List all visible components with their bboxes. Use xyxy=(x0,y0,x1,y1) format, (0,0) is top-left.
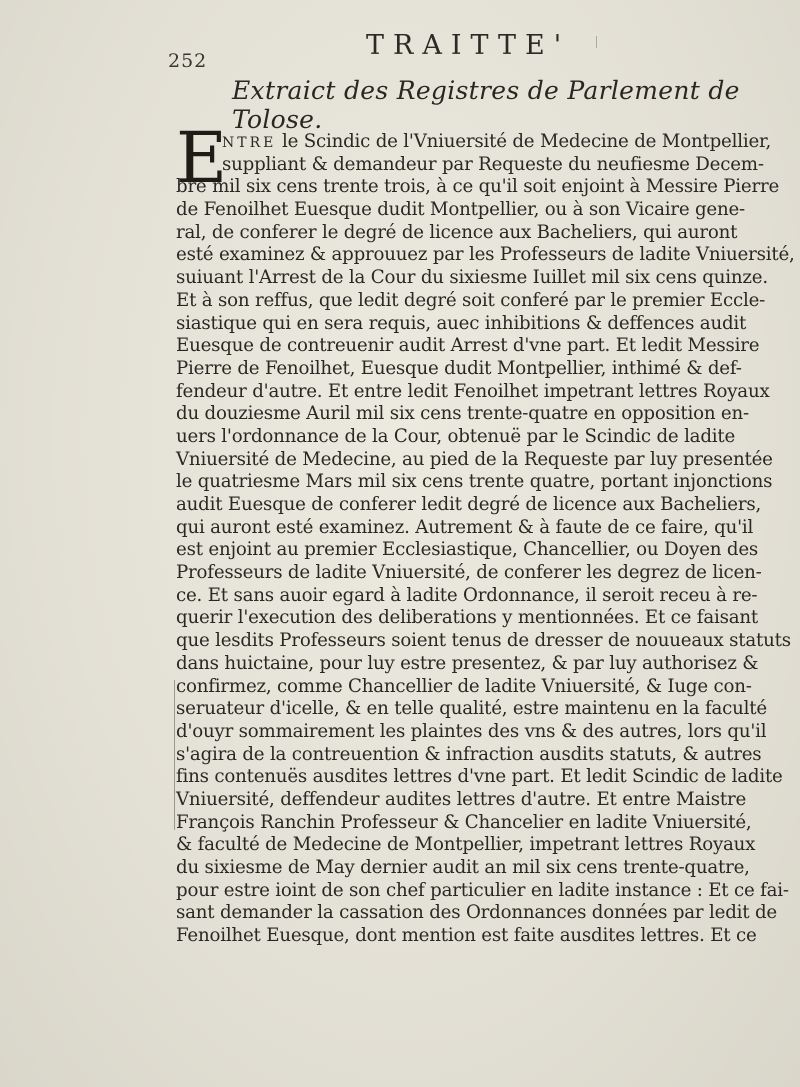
text-line: est enjoint au premier Ecclesiastique, Chancellier, ou Doyen des xyxy=(176,539,759,561)
first-word: NTRE xyxy=(222,135,277,151)
text-line: fendeur d'autre. Et entre ledit Fenoilhet impetrant lettres Royaux xyxy=(176,380,770,402)
text-line: fins contenuës ausdites lettres d'vne part. Et ledit Scindic de ladite xyxy=(176,766,783,788)
text-line: Pierre de Fenoilhet, Euesque dudit Montpellier, inthimé & def- xyxy=(176,357,742,379)
body-text xyxy=(176,131,800,948)
text-line: Euesque de contreuenir audit Arrest d'vne part. Et ledit Messire xyxy=(176,335,760,357)
text-line: Fenoilhet Euesque, dont mention est faite ausdites lettres. Et ce xyxy=(176,925,757,947)
text-line: du douziesme Auril mil six cens trente-quatre en opposition en- xyxy=(176,403,749,425)
text-line: uers l'ordonnance de la Cour, obtenuë par le Scindic de ladite xyxy=(176,425,736,447)
running-head: TRAITTE' xyxy=(366,30,571,61)
text-line: d'ouyr sommairement les plaintes des vns & des autres, lors qu'il xyxy=(176,720,767,742)
text-line: s'agira de la contreuention & infraction ausdits statuts, & autres xyxy=(176,743,762,765)
text-line: suiuant l'Arrest de la Cour du sixiesme Iuillet mil six cens quinze. xyxy=(176,267,768,289)
text-line: du sixiesme de May dernier audit an mil six cens trente-quatre, xyxy=(176,857,750,878)
text-line: pour estre ioint de son chef particulier en ladite instance : Et ce fai- xyxy=(176,879,789,901)
text-line: Professeurs de ladite Vniuersité, de conferer les degrez de licen- xyxy=(176,562,762,584)
margin-mark xyxy=(174,680,177,830)
text-line: Vniuersité de Medecine, au pied de la Requeste par luy presentée xyxy=(176,448,773,470)
text-line-content: le Scindic de l'Vniuersité de Medecine de Montpellier, xyxy=(281,131,772,152)
text-line: dans huictaine, pour luy estre presentez, & par luy authorisez & xyxy=(176,652,759,674)
text-line: François Ranchin Professeur & Chancelier en ladite Vniuersité, xyxy=(176,811,752,833)
text-line xyxy=(176,131,800,154)
text-line: suppliant & demandeur par Requeste du neufiesme Decem- xyxy=(222,153,764,175)
text-line: Et à son reffus, que ledit degré soit conferé par le premier Eccle- xyxy=(176,289,766,311)
text-line: seruateur d'icelle, & en telle qualité, estre maintenu en la faculté xyxy=(176,698,767,720)
text-line: esté examinez & approuuez par les Professeurs de ladite Vniuersité, xyxy=(176,244,795,266)
text-line: qui auront esté examinez. Autrement & à faute de ce faire, qu'il xyxy=(176,516,754,538)
text-line: le quatriesme Mars mil six cens trente quatre, portant injonctions xyxy=(176,471,773,493)
text-line: bre mil six cens trente trois, à ce qu'il soit enjoint à Messire Pierre xyxy=(176,176,780,198)
text-line: audit Euesque de conferer ledit degré de licence aux Bacheliers, xyxy=(176,494,762,515)
text-line: confirmez, comme Chancellier de ladite Vniuersité, & Iuge con- xyxy=(176,675,752,697)
section-title: Extraict des Registres de Parlement de Tolose. xyxy=(232,76,740,134)
text-line: sant demander la cassation des Ordonnances données par ledit de xyxy=(176,902,777,924)
stray-mark xyxy=(596,36,598,48)
text-line: de Fenoilhet Euesque dudit Montpellier, ou à son Vicaire gene- xyxy=(176,199,745,221)
text-line: & faculté de Medecine de Montpellier, impetrant lettres Royaux xyxy=(176,834,756,856)
text-line: querir l'execution des deliberations y mentionnées. Et ce faisant xyxy=(176,607,758,629)
text-line: Vniuersité, deffendeur audites lettres d'autre. Et entre Maistre xyxy=(176,788,747,810)
text-line: ce. Et sans auoir egard à ladite Ordonnance, il seroit receu à re- xyxy=(176,584,758,606)
drop-cap: E xyxy=(176,117,228,199)
page-number: 252 xyxy=(168,50,208,72)
text-line: que lesdits Professeurs soient tenus de dresser de nouueaux statuts xyxy=(176,630,791,652)
text-line: siastique qui en sera requis, auec inhibitions & deffences audit xyxy=(176,312,747,334)
text-line: ral, de conferer le degré de licence aux Bacheliers, qui auront xyxy=(176,221,738,243)
